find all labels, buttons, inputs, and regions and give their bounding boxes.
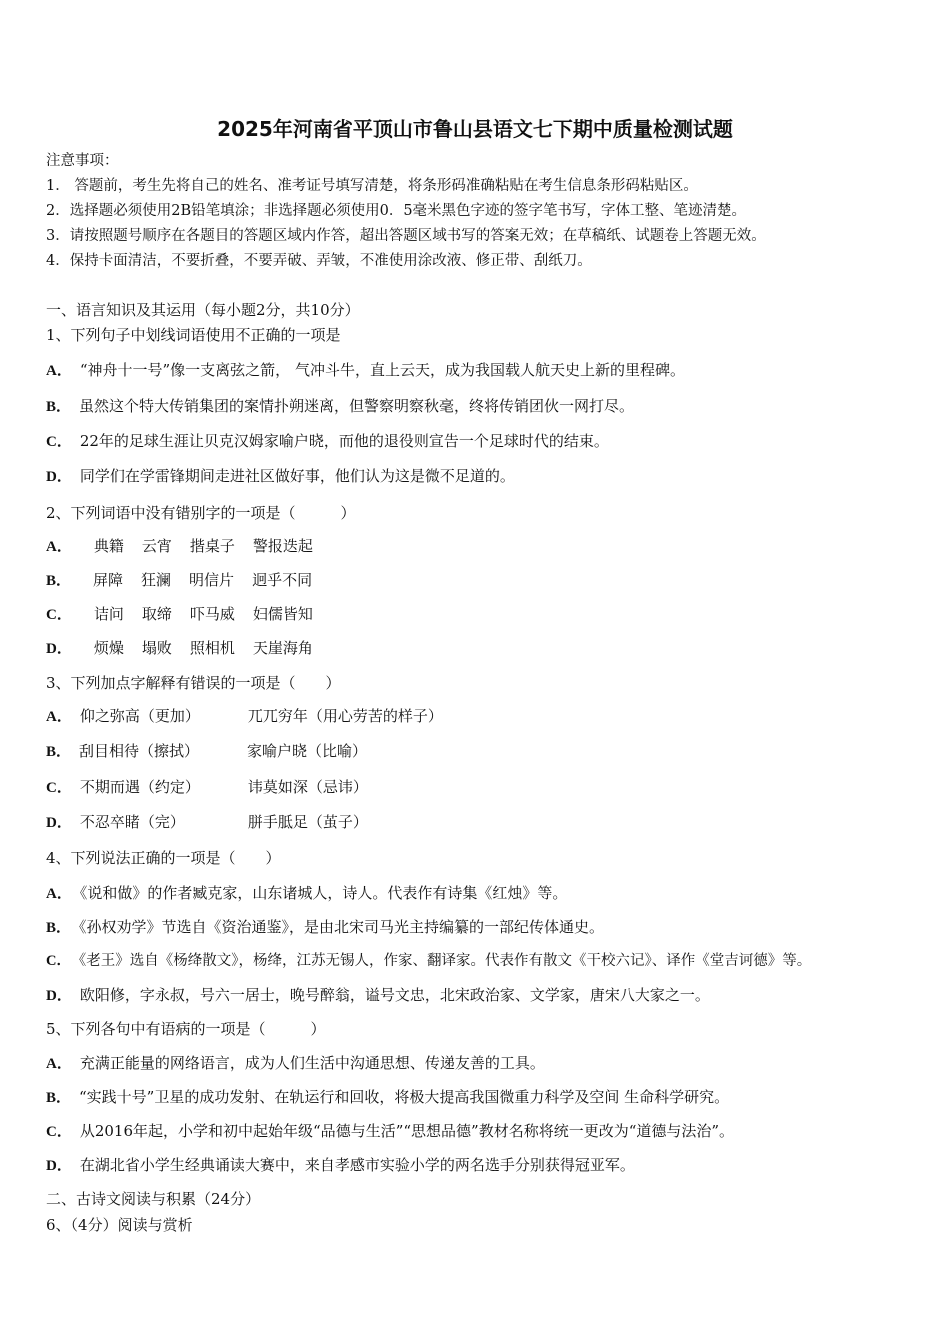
option-label: A． — [46, 709, 72, 725]
question-1-option-d — [46, 465, 515, 488]
word: 塌败 — [141, 639, 172, 657]
word: 照相机 — [189, 639, 235, 657]
option-label: C． — [46, 434, 72, 450]
option-label: B． — [46, 744, 72, 760]
question-4-option-a — [46, 882, 567, 905]
option-label: D． — [46, 641, 72, 657]
option-label: A． — [46, 539, 72, 555]
question-5-option-c — [46, 1120, 734, 1143]
notice-heading: 注意事项： — [46, 153, 119, 169]
option-label: C． — [46, 1124, 72, 1140]
option-right: 兀兀穷年（用心劳苦的样子） — [247, 707, 443, 725]
question-2-stem: 2、下列词语中没有错别字的一项是（ ） — [46, 504, 356, 522]
option-right: 胼手胝足（茧子） — [247, 813, 368, 831]
word: 吓马威 — [189, 605, 235, 623]
question-1-option-a — [46, 359, 685, 382]
notice-item-4: 4．保持卡面清洁，不要折叠，不要弄破、弄皱，不准使用涂改液、修正带、刮纸刀。 — [46, 253, 592, 269]
question-2-option-b — [46, 569, 330, 592]
question-3-option-d — [46, 811, 368, 834]
option-label: C． — [46, 780, 72, 796]
word: 天崖海角 — [252, 639, 313, 657]
option-text: 从2016年起，小学和初中起始年级“品德与生活”“思想品德”教材名称将统一更改为“道德与法治”。 — [79, 1122, 735, 1140]
word: 警报迭起 — [252, 537, 313, 555]
option-label: D． — [46, 988, 72, 1004]
option-text: 《说和做》的作者臧克家，山东诸城人，诗人。代表作有诗集《红烛》等。 — [79, 884, 568, 902]
section-2-heading: 二、古诗文阅读与积累（24分） — [46, 1190, 261, 1208]
option-label: C． — [46, 953, 71, 969]
question-6-stem: 6、（4分）阅读与赏析 — [46, 1216, 193, 1234]
option-text: 充满正能量的网络语言，成为人们生活中沟通思想、传递友善的工具。 — [79, 1054, 545, 1072]
option-text: 欧阳修，字永叔，号六一居士，晚号醉翁，谥号文忠，北宋政治家、文学家，唐宋八大家之一。 — [79, 986, 710, 1004]
word: 云宵 — [141, 537, 172, 555]
option-text: “神舟十一号”像一支离弦之箭， 气冲斗牛，直上云天，成为我国载人航天史上新的里程碑。 — [79, 361, 685, 379]
option-left: 刮目相待（擦拭） — [79, 742, 200, 760]
question-5-option-d — [46, 1154, 635, 1177]
word: 妇儒皆知 — [252, 605, 313, 623]
notice-item-2: 2．选择题必须使用2B铅笔填涂；非选择题必须使用0．5毫米黑色字迹的签字笔书写，字体工整、笔迹清楚。 — [46, 203, 747, 219]
notice-item-1: 1． 答题前，考生先将自己的姓名、准考证号填写清楚，将条形码准确粘贴在考生信息条形码粘贴区。 — [46, 178, 698, 194]
option-label: D． — [46, 815, 72, 831]
option-text: “实践十号”卫星的成功发射、在轨运行和回收，将极大提高我国微重力科学及空间 生命科学研究。 — [79, 1088, 730, 1106]
word: 迥乎不同 — [252, 571, 313, 589]
word: 明信片 — [189, 571, 235, 589]
question-5-option-b — [46, 1086, 729, 1109]
question-2-option-a — [46, 535, 331, 558]
option-left: 不期而遇（约定） — [79, 778, 200, 796]
option-left: 不忍卒睹（完） — [79, 813, 185, 831]
word: 诘问 — [93, 605, 124, 623]
word: 典籍 — [93, 537, 124, 555]
question-5-stem: 5、下列各句中有语病的一项是（ ） — [46, 1020, 326, 1038]
question-2-option-c — [46, 603, 331, 626]
question-3-option-c — [46, 776, 368, 799]
option-label: B． — [46, 920, 72, 936]
option-right: 家喻户晓（比喻） — [247, 742, 368, 760]
option-text: 《孙权劝学》节选自《资治通鉴》，是由北宋司马光主持编纂的一部纪传体通史。 — [79, 918, 605, 936]
page-title: 2025年河南省平顶山市鲁山县语文七下期中质量检测试题 — [217, 117, 733, 141]
question-2-option-d — [46, 637, 331, 660]
option-label: A． — [46, 886, 72, 902]
question-1-option-b — [46, 395, 634, 418]
option-label: D． — [46, 469, 72, 485]
option-right: 讳莫如深（忌讳） — [247, 778, 368, 796]
word: 屏障 — [93, 571, 124, 589]
question-3-stem: 3、下列加点字解释有错误的一项是（ ） — [46, 674, 341, 692]
question-3-option-a — [46, 705, 443, 728]
word: 狂澜 — [141, 571, 172, 589]
option-left: 仰之弥高（更加） — [79, 707, 200, 725]
option-label: A． — [46, 1056, 72, 1072]
word: 揩桌子 — [189, 537, 235, 555]
option-text: 《老王》选自《杨绛散文》，杨绛，江苏无锡人，作家、翻译家。代表作有散文《干校六记》、译作《堂吉诃德》等。 — [78, 953, 812, 969]
option-label: B． — [46, 399, 72, 415]
question-4-option-b — [46, 916, 604, 939]
question-4-stem: 4、下列说法正确的一项是（ ） — [46, 849, 281, 867]
option-text: 22年的足球生涯让贝克汉姆家喻户晓，而他的退役则宣告一个足球时代的结束。 — [79, 432, 609, 450]
option-label: D． — [46, 1158, 72, 1174]
question-1-stem: 1、下列句子中划线词语使用不正确的一项是 — [46, 326, 341, 344]
question-5-option-a — [46, 1052, 545, 1075]
question-4-option-d — [46, 984, 710, 1007]
section-1-heading: 一、语言知识及其运用（每小题2分，共10分） — [46, 301, 360, 319]
question-3-option-b — [46, 740, 367, 763]
option-label: B． — [46, 573, 72, 589]
question-1-option-c — [46, 430, 609, 453]
option-label: C． — [46, 607, 72, 623]
question-4-option-c — [46, 950, 811, 972]
option-label: A． — [46, 363, 72, 379]
word: 烦燥 — [93, 639, 124, 657]
option-text: 在湖北省小学生经典诵读大赛中，来自孝感市实验小学的两名选手分别获得冠亚军。 — [79, 1156, 635, 1174]
option-text: 虽然这个特大传销集团的案情扑朔迷离，但警察明察秋毫，终将传销团伙一网打尽。 — [79, 397, 635, 415]
notice-item-3: 3．请按照题号顺序在各题目的答题区域内作答，超出答题区域书写的答案无效；在草稿纸、试题卷上答题无效。 — [46, 228, 766, 244]
word: 取缔 — [141, 605, 172, 623]
option-label: B． — [46, 1090, 72, 1106]
option-text: 同学们在学雷锋期间走进社区做好事，他们认为这是微不足道的。 — [79, 467, 515, 485]
